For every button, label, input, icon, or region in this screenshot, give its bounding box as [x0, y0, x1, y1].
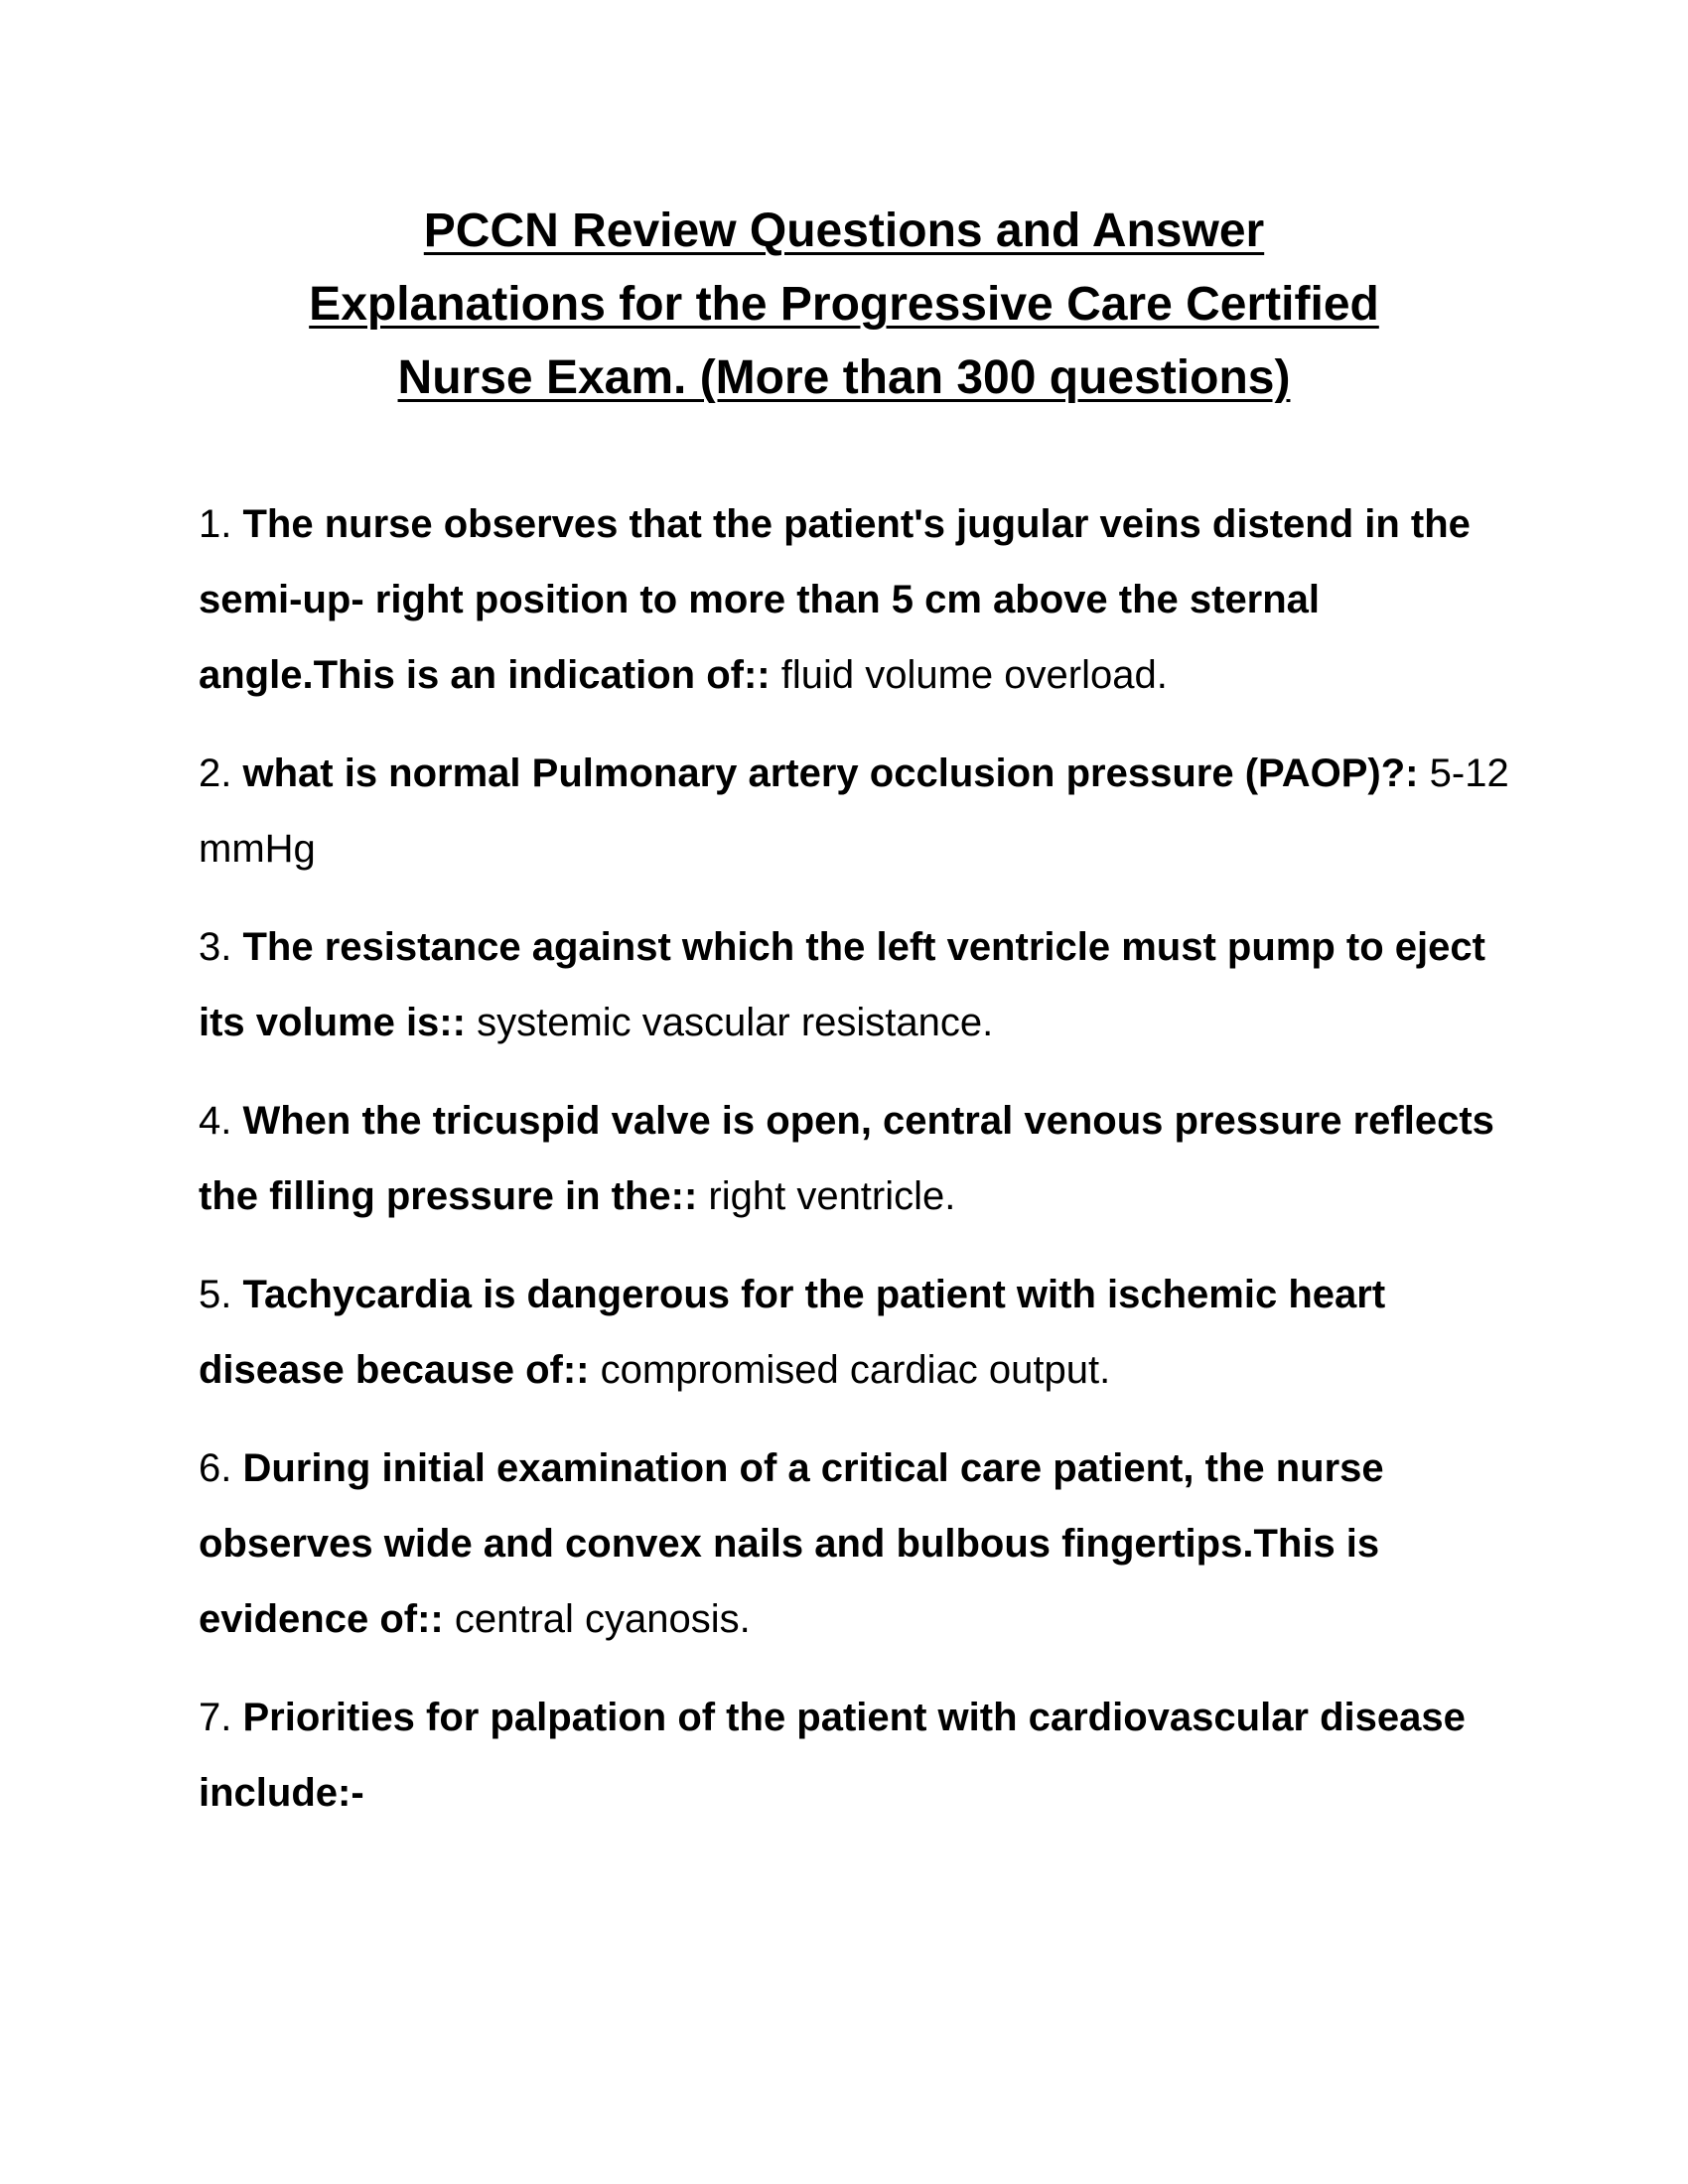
question-number: 4. [199, 1099, 232, 1143]
question-number: 6. [199, 1446, 232, 1490]
answer-text: compromised cardiac output. [600, 1348, 1111, 1392]
question-number: 1. [199, 502, 232, 546]
question-item-7 [199, 1680, 1519, 1831]
question-list [199, 486, 1519, 1853]
question-number: 5. [199, 1273, 232, 1316]
question-text: Tachycardia is dangerous for the patient with ischemic heart disease because of:: [199, 1273, 1386, 1392]
question-text: During initial examination of a critical care patient, the nurse observes wide and convex nails and bulbous fingertips.This is evidence of:: [199, 1446, 1384, 1641]
question-item-6 [199, 1431, 1519, 1657]
question-number: 7. [199, 1696, 232, 1739]
question-item-5 [199, 1257, 1519, 1408]
title-line-2: Explanations for the Progressive Care Certified [309, 278, 1379, 331]
title-line-1: PCCN Review Questions and Answer [423, 205, 1265, 257]
answer-text: systemic vascular resistance. [477, 1001, 994, 1044]
question-text: When the tricuspid valve is open, central venous pressure reflects the filling pressure in the:: [199, 1099, 1494, 1218]
answer-text: right ventricle. [708, 1174, 956, 1218]
question-text: The resistance against which the left ventricle must pump to eject its volume is:: [199, 925, 1485, 1044]
question-text: what is normal Pulmonary artery occlusion pressure (PAOP)?: [242, 751, 1419, 795]
question-item-4 [199, 1083, 1519, 1234]
question-item-2 [199, 736, 1519, 887]
question-item-1 [199, 486, 1519, 713]
question-text: Priorities for palpation of the patient with cardiovascular disease include:- [199, 1696, 1466, 1815]
answer-text: central cyanosis. [454, 1597, 751, 1641]
question-text: The nurse observes that the patient's jugular veins distend in the semi-up- right position to more than 5 cm above the sternal angle.This is an indication of:: [199, 502, 1471, 697]
question-number: 2. [199, 751, 232, 795]
question-item-3 [199, 909, 1519, 1060]
title-line-3: Nurse Exam. (More than 300 questions) [397, 351, 1291, 404]
answer-text: fluid volume overload. [780, 653, 1168, 697]
document-title [169, 195, 1519, 415]
question-number: 3. [199, 925, 232, 969]
answer-text: 5-12 mmHg [199, 751, 1509, 871]
